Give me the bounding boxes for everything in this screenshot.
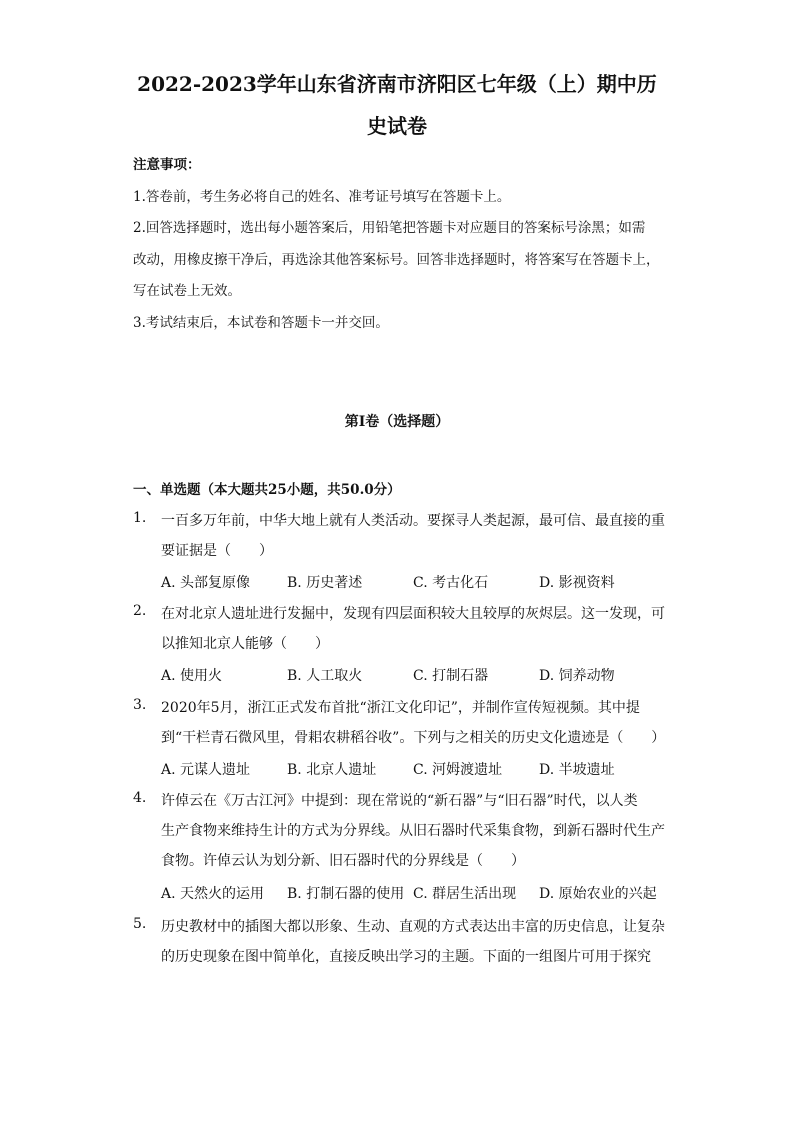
question-text-line: 以推知北京人能够（ ） bbox=[161, 636, 329, 652]
option-d: D. 原始农业的兴起 bbox=[539, 886, 657, 902]
part-title: 一、单选题（本大题共25小题，共50.0分） bbox=[133, 482, 401, 498]
question-text-line: 许倬云在《万古江河》中提到：现在常说的“新石器”与“旧石器”时代，以人类 bbox=[161, 793, 638, 809]
question-number: 1. bbox=[133, 510, 147, 526]
notes-item: 2.回答选择题时，选出每小题答案后，用铅笔把答题卡对应题目的答案标号涂黑；如需 bbox=[133, 220, 646, 236]
question-number: 4. bbox=[133, 790, 147, 806]
option-b: B. 北京人遗址 bbox=[287, 762, 377, 778]
option-b: B. 人工取火 bbox=[287, 668, 363, 684]
option-c: C. 河姆渡遗址 bbox=[413, 762, 503, 778]
option-a: A. 元谋人遗址 bbox=[161, 762, 251, 778]
option-d: D. 半坡遗址 bbox=[539, 762, 615, 778]
question-number: 5. bbox=[133, 916, 147, 932]
exam-title-line-2: 史试卷 bbox=[367, 114, 427, 138]
option-a: A. 头部复原像 bbox=[161, 575, 251, 591]
option-c: C. 考古化石 bbox=[413, 575, 489, 591]
question-text-line: 食物。许倬云认为划分新、旧石器时代的分界线是（ ） bbox=[161, 853, 525, 869]
notes-item: 1.答卷前，考生务必将自己的姓名、准考证号填写在答题卡上。 bbox=[133, 188, 511, 205]
option-c: C. 群居生活出现 bbox=[413, 886, 517, 902]
notes-block bbox=[133, 150, 668, 339]
question-number: 3. bbox=[133, 697, 147, 713]
question-text-line: 2020年5月，浙江正式发布首批“浙江文化印记”，并制作宣传短视频。其中提 bbox=[161, 700, 640, 716]
option-d: D. 饲养动物 bbox=[539, 668, 615, 684]
question-text-line: 生产食物来维持生计的方式为分界线。从旧石器时代采集食物，到新石器时代生产 bbox=[161, 823, 665, 839]
option-a: A. 天然火的运用 bbox=[161, 886, 265, 902]
section-title: 第Ⅰ卷（选择题） bbox=[344, 414, 450, 430]
question-text-line: 的历史现象在图中简单化，直接反映出学习的主题。下面的一组图片可用于探究 bbox=[161, 949, 651, 965]
question-number: 2. bbox=[133, 603, 147, 619]
notes-heading: 注意事项： bbox=[133, 157, 201, 173]
notes-item: 改动，用橡皮擦干净后，再选涂其他答案标号。回答非选择题时，将答案写在答题卡上， bbox=[133, 251, 660, 268]
option-b: B. 历史著述 bbox=[287, 575, 363, 591]
option-b: B. 打制石器的使用 bbox=[287, 886, 405, 902]
question-text-line: 一百多万年前，中华大地上就有人类活动。要探寻人类起源，最可信、最直接的重 bbox=[161, 513, 665, 529]
question-text-line: 在对北京人遗址进行发掘中，发现有四层面积较大且较厚的灰烬层。这一发现，可 bbox=[161, 606, 665, 622]
notes-item: 写在试卷上无效。 bbox=[133, 283, 241, 299]
option-c: C. 打制石器 bbox=[413, 668, 489, 684]
option-d: D. 影视资料 bbox=[539, 575, 615, 591]
question-text-line: 要证据是（ ） bbox=[161, 543, 273, 559]
option-a: A. 使用火 bbox=[161, 668, 223, 684]
question-text-line: 历史教材中的插图大都以形象、生动、直观的方式表达出丰富的历史信息，让复杂 bbox=[161, 919, 665, 935]
question-text-line: 到“干栏青石微风里，骨耜农耕稻谷收”。下列与之相关的历史文化遗迹是（ ） bbox=[161, 730, 666, 746]
exam-title-line-1: 2022-2023学年山东省济南市济阳区七年级（上）期中历 bbox=[137, 72, 657, 96]
notes-item: 3.考试结束后，本试卷和答题卡一并交回。 bbox=[133, 314, 389, 331]
